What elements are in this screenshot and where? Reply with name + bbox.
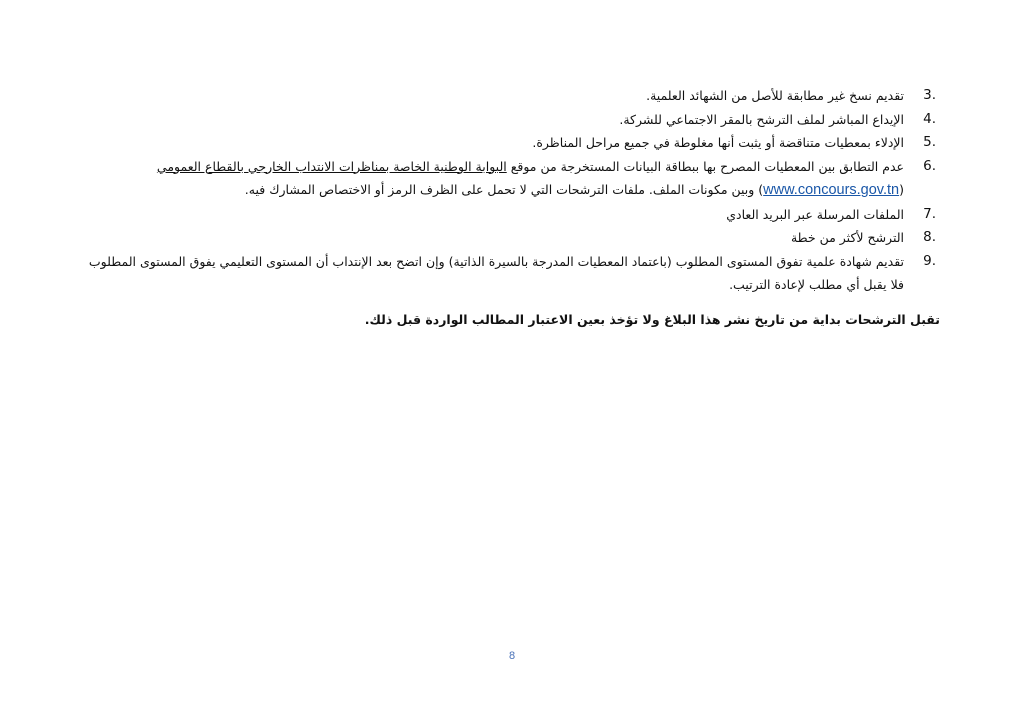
item-number: 7. — [923, 205, 936, 222]
item-text-continuation: فلا يقبل أي مطلب لإعادة الترتيب. — [729, 277, 904, 292]
item-number: 3. — [923, 87, 936, 103]
exclusion-list — [60, 84, 940, 297]
item-text: الإيداع المباشر لملف الترشح بالمقر الاجتماعي للشركة. — [619, 111, 904, 127]
item-number: 6. — [923, 157, 936, 174]
item-text-line1: تقديم شهادة علمية تفوق المستوى المطلوب (باعتماد المعطيات المدرجة بالسيرة الذاتية) وإن اتضح بعد الإنتداب أن المستوى التعليمي يفوق المستوى المطلوب — [88, 253, 904, 269]
applications-note: تقبل الترشحات بداية من تاريخ نشر هذا البلاغ ولا تؤخذ بعين الاعتبار المطالب الواردة قبل ذلك. — [364, 312, 940, 327]
item-text-part2: ) وبين مكونات الملف. ملفات الترشحات التي لا تحمل على الظرف الرمز أو الاختصاص المشارك فيه. — [244, 182, 764, 197]
item-number: 4. — [923, 110, 936, 127]
item-number: 9. — [923, 252, 936, 269]
item-text-part1: عدم التطابق بين المعطيات المصرح بها ببطاقة البيانات المستخرجة من موقع — [506, 158, 904, 174]
item-text: الترشح لأكثر من خطة — [790, 230, 904, 245]
list-item-6 — [60, 155, 940, 203]
list-item-8 — [60, 226, 940, 250]
list-item-5 — [60, 131, 940, 155]
list-item-4 — [60, 108, 940, 132]
page-number: 8 — [508, 650, 516, 662]
item-number: 5. — [923, 134, 936, 150]
item-text: تقديم نسخ غير مطابقة للأصل من الشهائد العلمية. — [646, 88, 904, 103]
list-item-3 — [60, 84, 940, 108]
item-text — [60, 155, 904, 203]
concours-link[interactable]: www.concours.gov.tn — [763, 182, 900, 198]
list-item-7 — [60, 203, 940, 227]
item-text-continuation — [60, 178, 904, 203]
portal-name-underlined: البوابة الوطنية الخاصة بمناظرات الانتداب الخارجي بالقطاع العمومي — [156, 158, 507, 174]
list-item-9 — [60, 250, 940, 297]
item-text: الإدلاء بمعطيات متناقضة أو يثبت أنها مغلوطة في جميع مراحل المناظرة. — [532, 135, 904, 150]
item-text — [60, 250, 904, 297]
paren-open: ( — [899, 182, 904, 197]
item-number: 8. — [923, 229, 936, 245]
item-text: الملفات المرسلة عبر البريد العادي — [726, 206, 904, 222]
